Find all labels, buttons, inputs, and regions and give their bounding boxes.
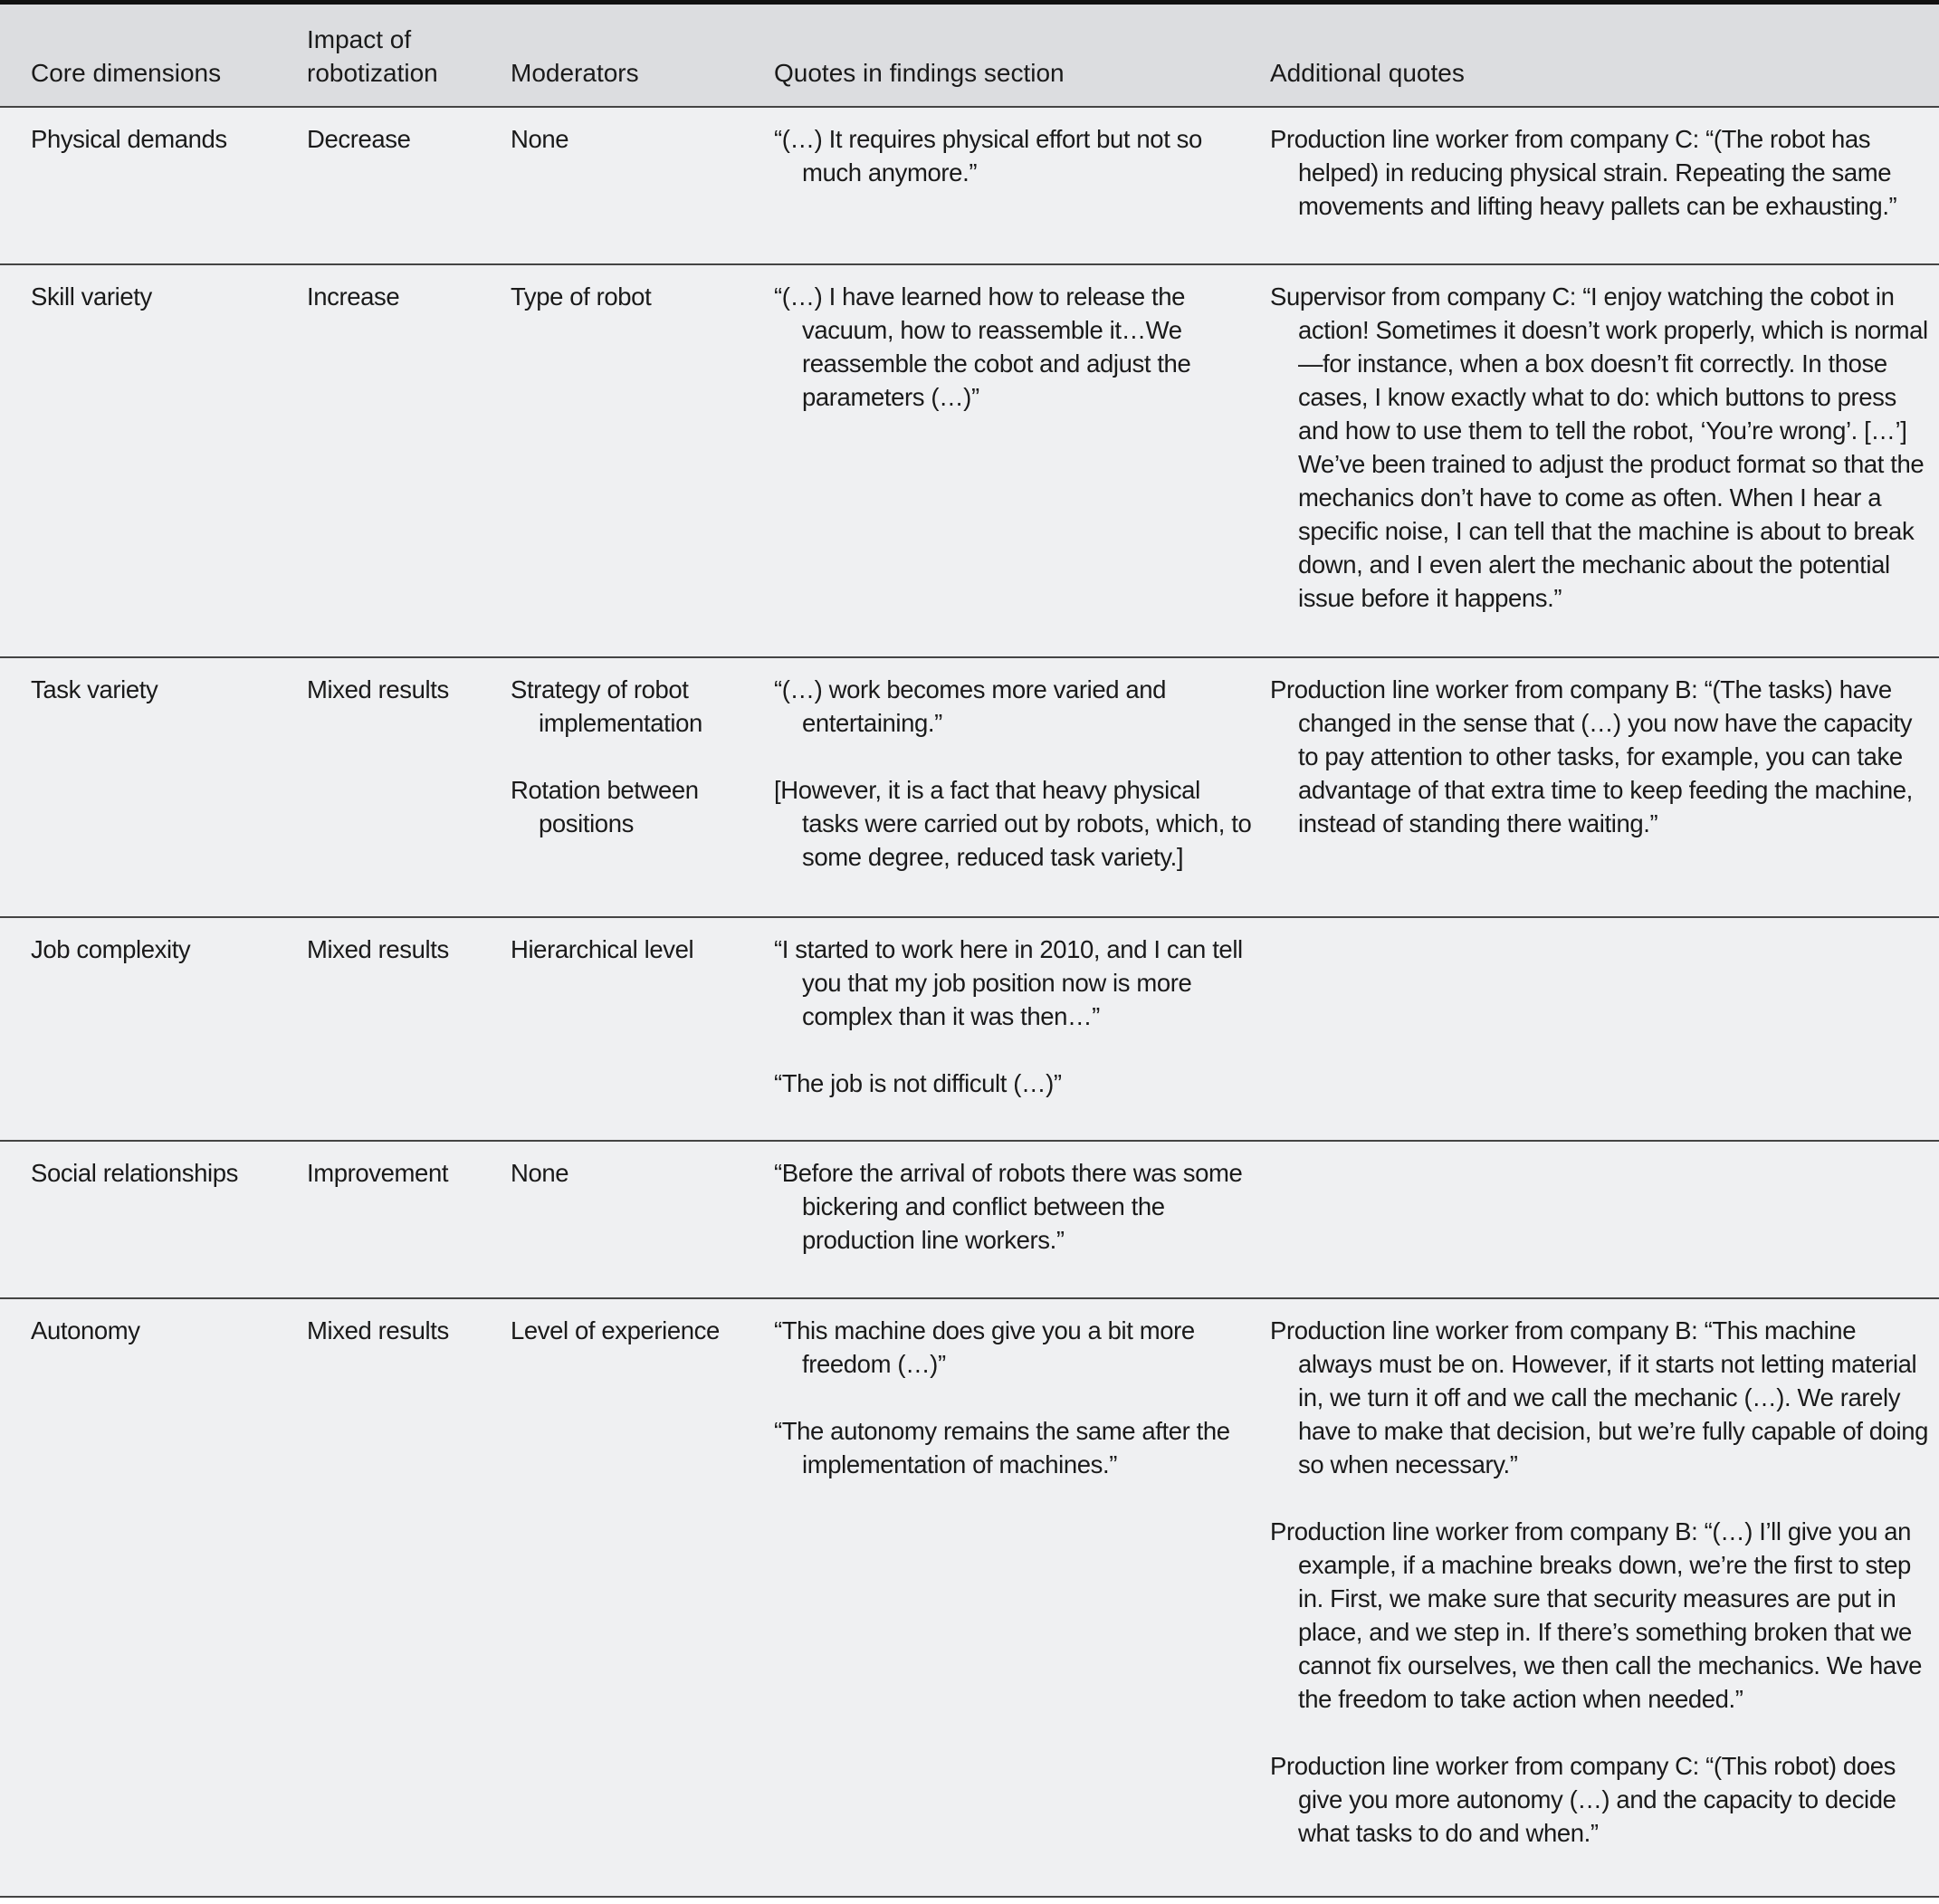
moderator: None — [511, 125, 569, 153]
moderator: Level of experience — [511, 1316, 720, 1344]
quote: “The autonomy remains the same after the implementation of machines.” — [774, 1417, 1230, 1478]
table-row — [0, 1298, 1939, 1897]
header-row — [0, 5, 1939, 107]
quote: “(…) I have learned how to release the vacuum, how to reassemble it…We reassemble the cobot and adjust the parameters (…)” — [774, 282, 1191, 411]
table-row — [0, 917, 1939, 1141]
table-row — [0, 657, 1939, 917]
cell-additional-quotes — [1270, 917, 1939, 1141]
additional-quote: Production line worker from company B: “This machine always must be on. However, if it starts not letting material in, we turn it off and we call the mechanic (…). We rarely have to make that decision, but we’re fully capable of doing so when necessary.” — [1270, 1316, 1929, 1478]
cell-dimension: Physical demands — [31, 125, 227, 153]
quote: “Before the arrival of robots there was some bickering and conflict between the production line workers.” — [774, 1159, 1243, 1254]
quote: “(…) It requires physical effort but not so much anymore.” — [774, 125, 1202, 187]
cell-additional-quotes — [1270, 1298, 1939, 1897]
additional-quote: Production line worker from company C: “(This robot) does give you more autonomy (…) and the capacity to decide what tasks to do and when.” — [1270, 1752, 1896, 1847]
header-quotes: Quotes in findings section — [774, 59, 1065, 87]
cell-additional-quotes — [1270, 657, 1939, 917]
cell-quotes — [774, 107, 1270, 264]
cell-quotes — [774, 1298, 1270, 1897]
quote: [However, it is a fact that heavy physical tasks were carried out by robots, which, to some degree, reduced task variety.] — [774, 776, 1252, 871]
cell-additional-quotes — [1270, 1141, 1939, 1298]
additional-quote: Production line worker from company B: “(The tasks) have changed in the sense that (…) you now have the capacity to pay attention to other tasks, for example, you can take advantage of that extra time to keep feeding the machine, instead of standing there waiting.” — [1270, 675, 1913, 837]
quote: “(…) work becomes more varied and entertaining.” — [774, 675, 1167, 737]
cell-dimension: Autonomy — [31, 1316, 140, 1344]
cell-quotes — [774, 657, 1270, 917]
cell-impact: Mixed results — [307, 935, 449, 963]
cell-dimension: Skill variety — [31, 282, 152, 311]
moderator: Rotation between positions — [511, 776, 699, 837]
cell-moderators — [511, 1141, 774, 1298]
header-moderators: Moderators — [511, 59, 639, 87]
cell-quotes — [774, 1141, 1270, 1298]
quote: “This machine does give you a bit more freedom (…)” — [774, 1316, 1195, 1378]
additional-quote: Production line worker from company C: “(The robot has helped) in reducing physical strain. Repeating the same movements and lifting heavy pallets can be exhausting.” — [1270, 125, 1897, 220]
cell-dimension: Job complexity — [31, 935, 191, 963]
table-row — [0, 1141, 1939, 1298]
cell-moderators — [511, 657, 774, 917]
cell-impact: Increase — [307, 282, 400, 311]
moderator: Type of robot — [511, 282, 652, 311]
cell-additional-quotes — [1270, 264, 1939, 657]
header-additional-quotes: Additional quotes — [1270, 59, 1465, 87]
cell-quotes — [774, 264, 1270, 657]
cell-moderators — [511, 1298, 774, 1897]
cell-moderators — [511, 107, 774, 264]
cell-impact: Mixed results — [307, 675, 449, 703]
additional-quote: Production line worker from company B: “(…) I’ll give you an example, if a machine breaks down, we’re the first to step in. First, we make sure that security measures are put in place, and we step in. If there’s something broken that we cannot fix ourselves, we then call the mechanics. We have the freedom to take action when needed.” — [1270, 1517, 1923, 1713]
quote: “I started to work here in 2010, and I can tell you that my job position now is more complex than it was then…” — [774, 935, 1243, 1030]
robotization-table — [0, 5, 1939, 1898]
moderator: Strategy of robot implementation — [511, 675, 702, 737]
cell-dimension: Social relationships — [31, 1159, 238, 1187]
cell-moderators — [511, 917, 774, 1141]
header-impact: Impact of robotization — [307, 25, 438, 87]
cell-moderators — [511, 264, 774, 657]
table-row — [0, 264, 1939, 657]
cell-impact: Decrease — [307, 125, 411, 153]
cell-dimension: Task variety — [31, 675, 158, 703]
moderator: Hierarchical level — [511, 935, 694, 963]
cell-impact: Mixed results — [307, 1316, 449, 1344]
cell-quotes — [774, 917, 1270, 1141]
moderator: None — [511, 1159, 569, 1187]
table-row — [0, 107, 1939, 264]
cell-impact: Improvement — [307, 1159, 449, 1187]
cell-additional-quotes — [1270, 107, 1939, 264]
header-core-dimensions: Core dimensions — [31, 59, 222, 87]
quote: “The job is not difficult (…)” — [774, 1069, 1062, 1097]
additional-quote: Supervisor from company C: “I enjoy watching the cobot in action! Sometimes it doesn’t work properly, which is normal—for instance, when a box doesn’t fit correctly. In those cases, I know exactly what to do: which buttons to press and how to use them to tell the robot, ‘You’re wrong’. […’] We’ve been trained to adjust the product format so that the mechanics don’t have to come as often. When I hear a specific noise, I can tell that the machine is about to break down, and I even alert the mechanic about the potential issue before it happens.” — [1270, 282, 1928, 612]
